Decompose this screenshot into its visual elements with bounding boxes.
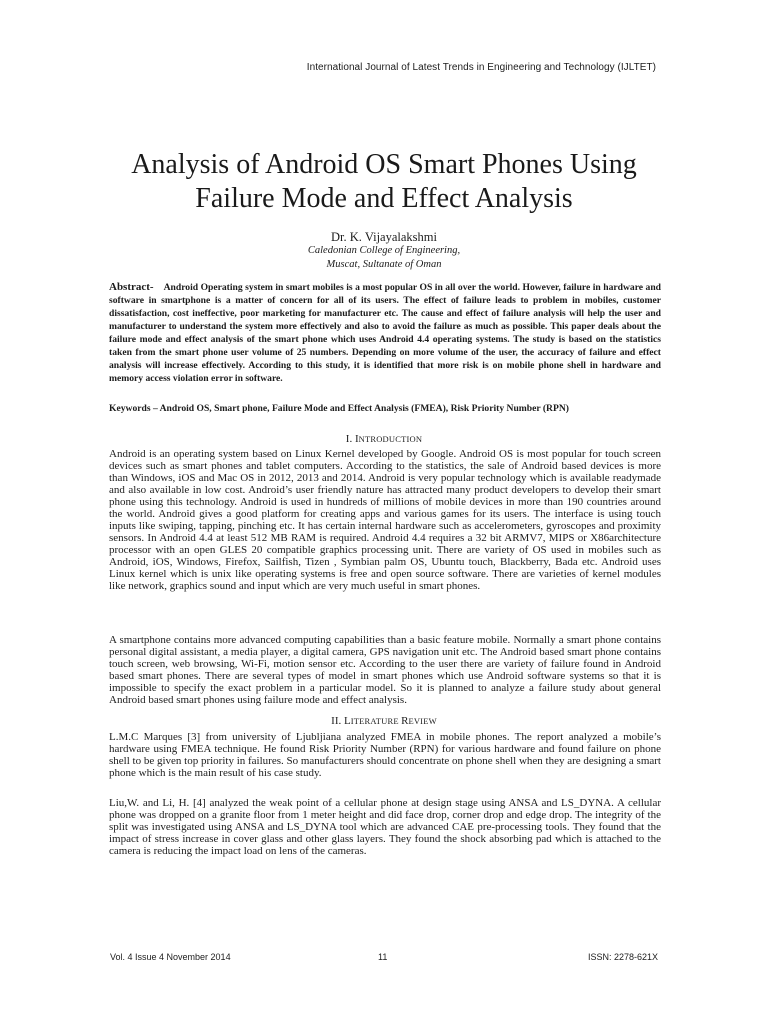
footer-page-number: 11 <box>378 952 388 962</box>
footer-volume: Vol. 4 Issue 4 November 2014 <box>110 952 231 962</box>
intro-paragraph-2: A smartphone contains more advanced computing capabilities than a basic feature mobile. Normally a smart phone contains personal digital assistant, a media player, a digital camera, GPS navigation unit etc. The Android based smart phone contains touch screen, web browsing, Wi-Fi, motion sensor etc. According to the user there are variety of failure found in Android based smart phones. There are several types of model in smart phones which use Android software systems so that it is impossible to specify the exact problem in a particular model. So it is planned to analyze a failure study about general Android based smart phones using failure mode and effect analysis. <box>109 634 661 706</box>
author-affiliation-institution: Caledonian College of Engineering, <box>307 245 461 256</box>
section-number: I. I <box>345 433 359 445</box>
intro-paragraph-1: Android is an operating system based on Linux Kernel developed by Google. Android OS is most popular for touch screen devices such as smart phones and tablet computers. According to the statistics, the sale of Android based devices is more than Windows, iOS and Mac OS in 2012, 2013 and 2014. Android is very popular technology which is available readymade and also available in low cost. Android’s user friendly nature has attracted many product developers to develop their smart phone using this technology. Android is used in hundreds of millions of mobile devices in more than 190 countries around the world. Android gives a good platform for creating apps and various games for its users. The interface is using touch inputs like swiping, tapping, pinching etc. It has certain internal hardware such as accelerometers, gyroscopes and proximity sensors. In Android 4.4 at least 512 MB RAM is required. Android 4.4 requires a 32 bit ARMV7, MIPS or X86architecture processor with an open GLES 20 compatible graphics processing unit. There are variety of OS used in mobiles such as Android, iOS, Windows, Firefox, Sailfish, Tizen , Symbian palm OS, Ubuntu touch, Blackberry, Bada etc. Android uses Linux kernel which is unix like operating systems is free and open source software. There are varieties of kernel modules like network, graphics sound and input which are very much useful in smart phones. <box>109 448 661 592</box>
section-heading-introduction <box>0 433 768 445</box>
abstract-heading: Abstract- <box>109 281 154 293</box>
author-name: Dr. K. Vijayalakshmi <box>331 230 437 244</box>
abstract <box>109 281 661 385</box>
literature-paragraph-2: Liu,W. and Li, H. [4] analyzed the weak point of a cellular phone at design stage using ANSA and LS_DYNA. A cellular phone was dropped on a granite floor from 1 meter height and did face drop, corner drop and edge drop. The integrity of the split was investigated using ANSA and LS_DYNA tool which are advanced CAE pre-processing tools. They found that the impact of stress increase in cover glass and other glass layers. They found the shock absorbing pad which is attached to the camera is reducing the impact load on lens of the cameras. <box>109 797 661 857</box>
author-affiliation-location: Muscat, Sultanate of Oman <box>326 259 442 270</box>
section-heading-literature-review <box>0 715 768 727</box>
section-number: II. L <box>331 715 351 727</box>
section-title-initial: R <box>401 715 409 727</box>
journal-header: International Journal of Latest Trends in Engineering and Technology (IJLTET) <box>306 62 656 73</box>
paper-title-line-2: Failure Mode and Effect Analysis <box>195 183 573 214</box>
section-title: NTRODUCTION <box>358 434 423 444</box>
section-title: ITERATURE <box>350 716 402 726</box>
paper-title <box>60 148 708 216</box>
section-title-rest: EVIEW <box>408 716 437 726</box>
paper-title-line-1: Analysis of Android OS Smart Phones Using <box>131 149 637 180</box>
footer-issn: ISSN: 2278-621X <box>587 952 658 962</box>
abstract-text: Android Operating system in smart mobiles is a most popular OS in all over the world. However, failure in hardware and software in smartphone is a matter of concern for all of its users. The effect of failure leads to problem in mobiles, customer dissatisfaction, cost ineffective, poor marketing for manufacturer etc. The cause and effect of failure analysis will help the user and manufacturer to understand the system more effectively and also to avoid the failure as much as possible. This paper deals about the failure mode and effect analysis of the smart phone which uses Android 4.4 operating systems. The study is based on the statistics taken from the smart phone user volume of 25 numbers. Depending on more volume of the user, the accuracy of failure and effect analysis will increase effectively. According to this study, it is identified that more risk is on mobile phone shell in hardware and memory access violation error in software. <box>109 282 662 384</box>
keywords: Keywords – Android OS, Smart phone, Failure Mode and Effect Analysis (FMEA), Risk Priority Number (RPN) <box>109 403 569 414</box>
literature-paragraph-1: L.M.C Marques [3] from university of Ljubljiana analyzed FMEA in mobile phones. The report analyzed a mobile’s hardware using FMEA technique. He found Risk Priority Number (RPN) for various hardware and found failure on phone shell to be given top priority in failures. So manufacturers should concentrate on phone shell when they are designing a smart phone which is the main result of his case study. <box>109 731 661 779</box>
